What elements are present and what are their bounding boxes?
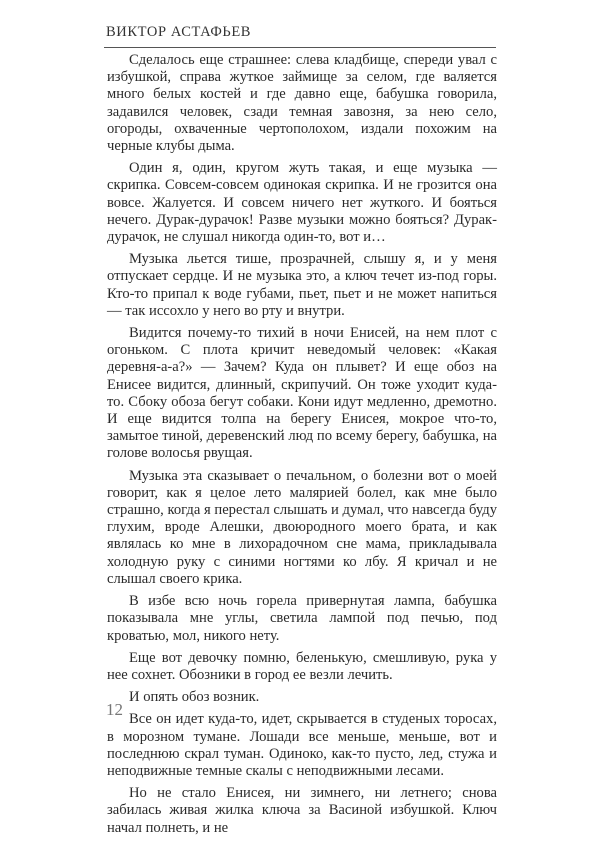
paragraph: Все он идет куда-то, идет, скрывается в студеных торосах, в морозном тумане. Лошади все меньше, меньше, вот и последнюю скрал туман. Одиноко, как-то пусто, лед, стужа и неподвижные темные скалы с неподвижными лесами.: [107, 711, 497, 779]
paragraph: Сделалось еще страшнее: слева кладбище, спереди увал с избушкой, справа жуткое займище за селом, где валяется много белых костей и где давно еще, бабушка говорила, задавился человек, сзади темная завозня, за нею село, огороды, охваченные чертополохом, издали похожим на черные клубы дыма.: [107, 52, 497, 155]
paragraph: Но не стало Енисея, ни зимнего, ни летнего; снова забилась живая жилка ключа за Васиной избушкой. Ключ начал полнеть, и не: [107, 785, 497, 836]
paragraph: Музыка эта сказывает о печальном, о болезни вот о моей говорит, как я целое лето малярией болел, как мне было страшно, когда я перестал слышать и думал, что навсегда буду глухим, вроде Алешки, двоюродного моего брата, и как являлась ко мне в лихорадочном сне мама, прикладывала холодную руку с синими ногтями ко лбу. Я кричал и не слышал своего крика.: [107, 467, 497, 587]
body-text: [107, 52, 497, 842]
running-head-author: ВИКТОР АСТАФЬЕВ: [106, 24, 252, 40]
paragraph: В избе всю ночь горела привернутая лампа, бабушка показывала мне углы, светила лампой под печью, под кроватью, мол, никого нету.: [107, 593, 497, 644]
paragraph: И опять обоз возник.: [129, 689, 260, 706]
paragraph: Музыка льется тише, прозрачней, слышу я, и у меня отпускает сердце. И не музыка это, а ключ течет из-под горы. Кто-то припал к воде губами, пьет, пьет и не может напиться — так иссохло у него во рту и внутри.: [107, 251, 497, 319]
paragraph: Еще вот девочку помню, беленькую, смешливую, рука у нее сохнет. Обозники в город ее везли лечить.: [107, 649, 497, 683]
page-number: 12: [106, 700, 123, 719]
paragraph: Видится почему-то тихий в ночи Енисей, на нем плот с огоньком. С плота кричит неведомый человек: «Какая деревня-а-а?» — Зачем? Куда он плывет? И еще обоз на Енисее видится, длинный, скрипучий. Он тоже уходит куда-то. Сбоку обоза бегут собаки. Кони идут медленно, дремотно. И еще видится толпа на берегу Енисея, мокрое что-то, замытое тиной, деревенский люд по всему берегу, бабушка, на голове волосья рвущая.: [107, 325, 497, 462]
header-rule: [104, 47, 496, 48]
paragraph: Один я, один, кругом жуть такая, и еще музыка — скрипка. Совсем-совсем одинокая скрипка. И не грозится она вовсе. Жалуется. И совсем ничего нет жуткого. И бояться нечего. Дурак-дурачок! Разве музыки можно бояться? Дурак-дурачок, не слушал никогда один-то, вот и…: [107, 160, 497, 246]
